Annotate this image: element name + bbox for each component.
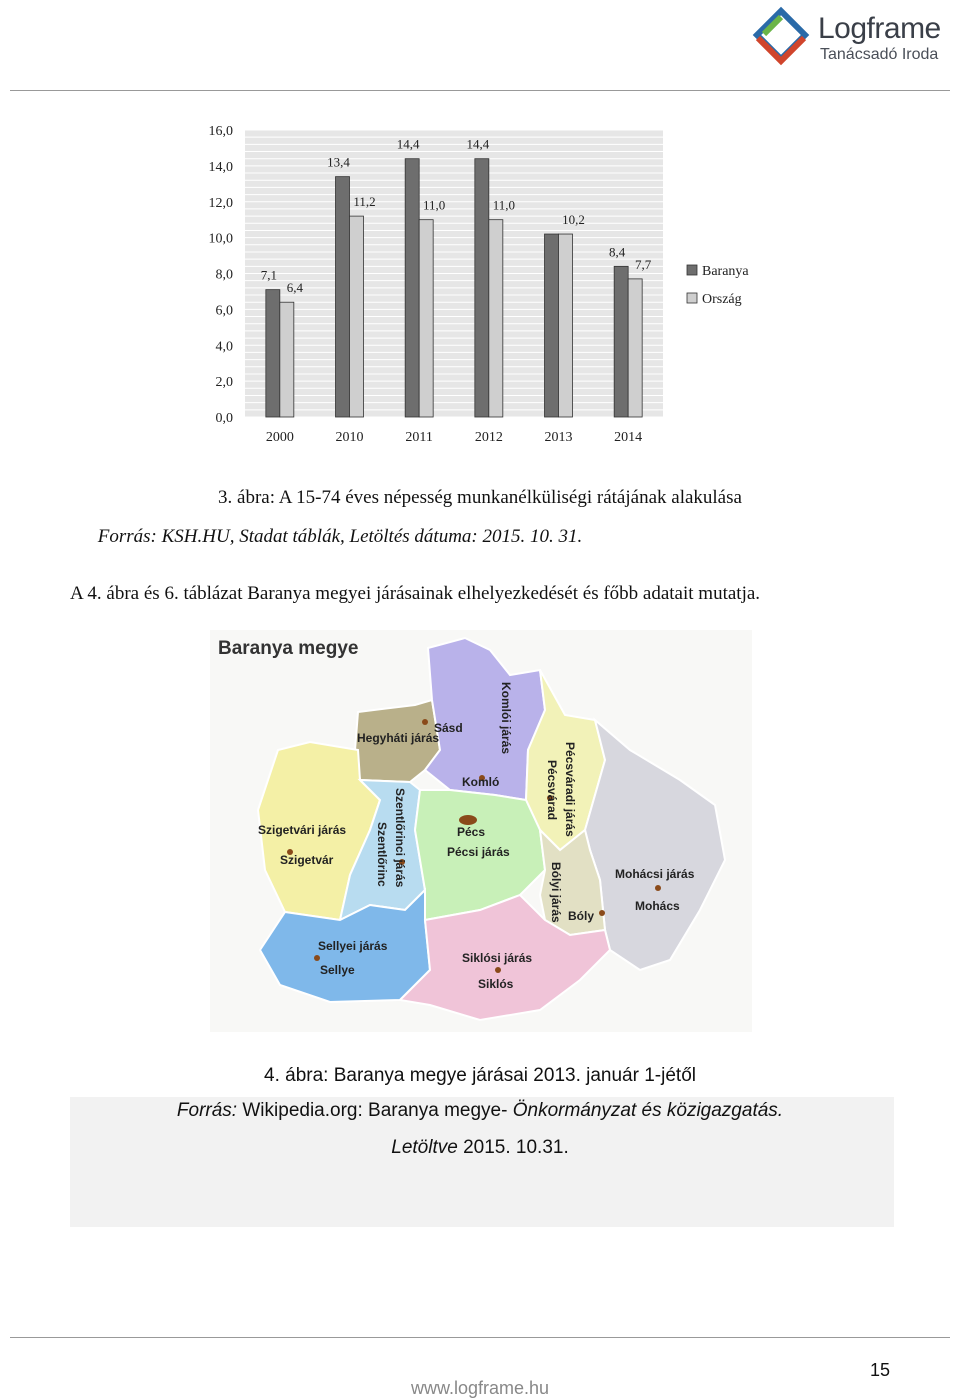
legend-label: Ország [702,292,742,307]
seat-marker-sellye [314,955,320,961]
map-label-pecs: Pécs [457,825,486,839]
map-label-mohacs: Mohács [635,899,680,913]
data-label: 11,2 [353,194,376,210]
figure4-source-italic: Önkormányzat és közigazgatás. [512,1100,784,1121]
figure4-source-text: Wikipedia.org: Baranya megye- [237,1100,513,1121]
y-tick-label: 12,0 [208,195,233,211]
map-title: Baranya megye [218,638,359,659]
map-label-boly: Bóly [568,909,595,923]
data-label: 11,0 [423,197,446,213]
data-label: 7,1 [260,267,277,283]
seat-marker-mohacs [655,885,661,891]
x-tick-label: 2013 [544,430,573,445]
map-label-siklosi: Siklósi járás [462,951,533,965]
data-label: 10,2 [562,212,585,228]
data-label: 14,4 [466,136,490,152]
data-label: 8,4 [609,244,626,260]
bar-orsz-g [350,216,364,417]
bar-baranya [614,266,628,417]
x-tick-label: 2011 [405,430,433,445]
y-tick-label: 6,0 [215,303,233,319]
map-label-siklos: Siklós [478,977,514,991]
page-number: 15 [869,1360,890,1380]
figure4-source-label: Forrás: [176,1100,238,1121]
map-label-szigetvar: Szigetvár [280,853,334,867]
bar-baranya [336,177,350,417]
bar-orsz-g [419,220,433,417]
map-label-komloi: Komlói járás [499,682,513,755]
figure3-caption: 3. ábra: A 15-74 éves népesség munkanélküliségi rátájának alakulása [218,487,742,508]
figure4-downloaded-label: Letöltve [391,1137,458,1158]
seat-marker-siklos [495,967,501,973]
figure3-source: Forrás: KSH.HU, Stadat táblák, Letöltés dátuma: 2015. 10. 31. [97,526,583,547]
map-label-szentlorinci: Szentlőrinci járás [393,788,407,888]
legend-swatch [687,293,697,303]
data-label: 14,4 [396,136,420,152]
unemployment-bar-chart [190,110,790,460]
map-label-hegyhati: Hegyháti járás [357,731,440,745]
map-label-pecsvaradi: Pécsváradi járás [563,742,577,837]
legend-swatch [687,265,697,275]
map-label-szigetvari: Szigetvári járás [258,823,347,837]
figure4-caption: 4. ábra: Baranya megye járásai 2013. január 1-jétől [264,1065,696,1086]
map-label-sellye: Sellye [320,963,355,977]
figure4-source [0,1100,960,1122]
data-label: 7,7 [635,256,652,272]
bar-baranya [545,234,559,417]
seat-marker-sasd [422,719,428,725]
bar-orsz-g [280,302,294,417]
data-label: 6,4 [286,280,303,296]
logo-name: Logframe [818,12,941,45]
bar-baranya [266,290,280,417]
x-tick-label: 2010 [335,430,364,445]
map-label-mohacsi: Mohácsi járás [615,867,695,881]
logframe-logo [750,4,950,74]
map-label-bolyi: Bólyi járás [549,862,563,923]
logframe-logo-icon [750,4,814,74]
y-tick-label: 2,0 [215,375,233,391]
map-label-komlo: Komló [462,775,500,789]
legend-label: Baranya [702,264,749,279]
bar-orsz-g [489,220,503,417]
bar-orsz-g [559,234,573,417]
footer-divider [10,1337,950,1338]
header-divider [10,90,950,91]
data-label: 13,4 [327,154,350,170]
x-tick-label: 2000 [265,430,294,445]
data-label: 11,0 [492,197,515,213]
logo-subtitle: Tanácsadó Iroda [820,46,939,63]
x-tick-label: 2012 [474,430,503,445]
body-paragraph: A 4. ábra és 6. táblázat Baranya megyei járásainak elhelyezkedését és főbb adatait mutatja. [70,583,761,604]
map-label-pecsi: Pécsi járás [447,845,510,859]
map-label-sellyei: Sellyei járás [318,939,388,953]
baranya-map [210,630,752,1032]
y-tick-label: 8,0 [215,267,233,283]
seat-marker-pecs [459,815,477,825]
map-label-szentlorinc: Szentlőrinc [375,822,389,887]
figure4-downloaded-date: 2015. 10.31. [457,1137,569,1158]
x-tick-label: 2014 [614,430,643,445]
map-label-pecsvarad: Pécsvárad [545,760,559,821]
footer-url: www.logframe.hu [410,1378,550,1398]
y-tick-label: 0,0 [215,411,233,426]
seat-marker-boly [599,910,605,916]
bar-orsz-g [628,279,642,417]
bar-baranya [475,159,489,417]
map-label-sasd: Sásd [434,721,463,735]
bar-baranya [405,159,419,417]
y-tick-label: 10,0 [208,231,233,247]
y-tick-label: 16,0 [208,124,233,139]
y-tick-label: 14,0 [208,159,233,175]
figure4-downloaded [0,1137,960,1159]
y-tick-label: 4,0 [215,339,233,355]
